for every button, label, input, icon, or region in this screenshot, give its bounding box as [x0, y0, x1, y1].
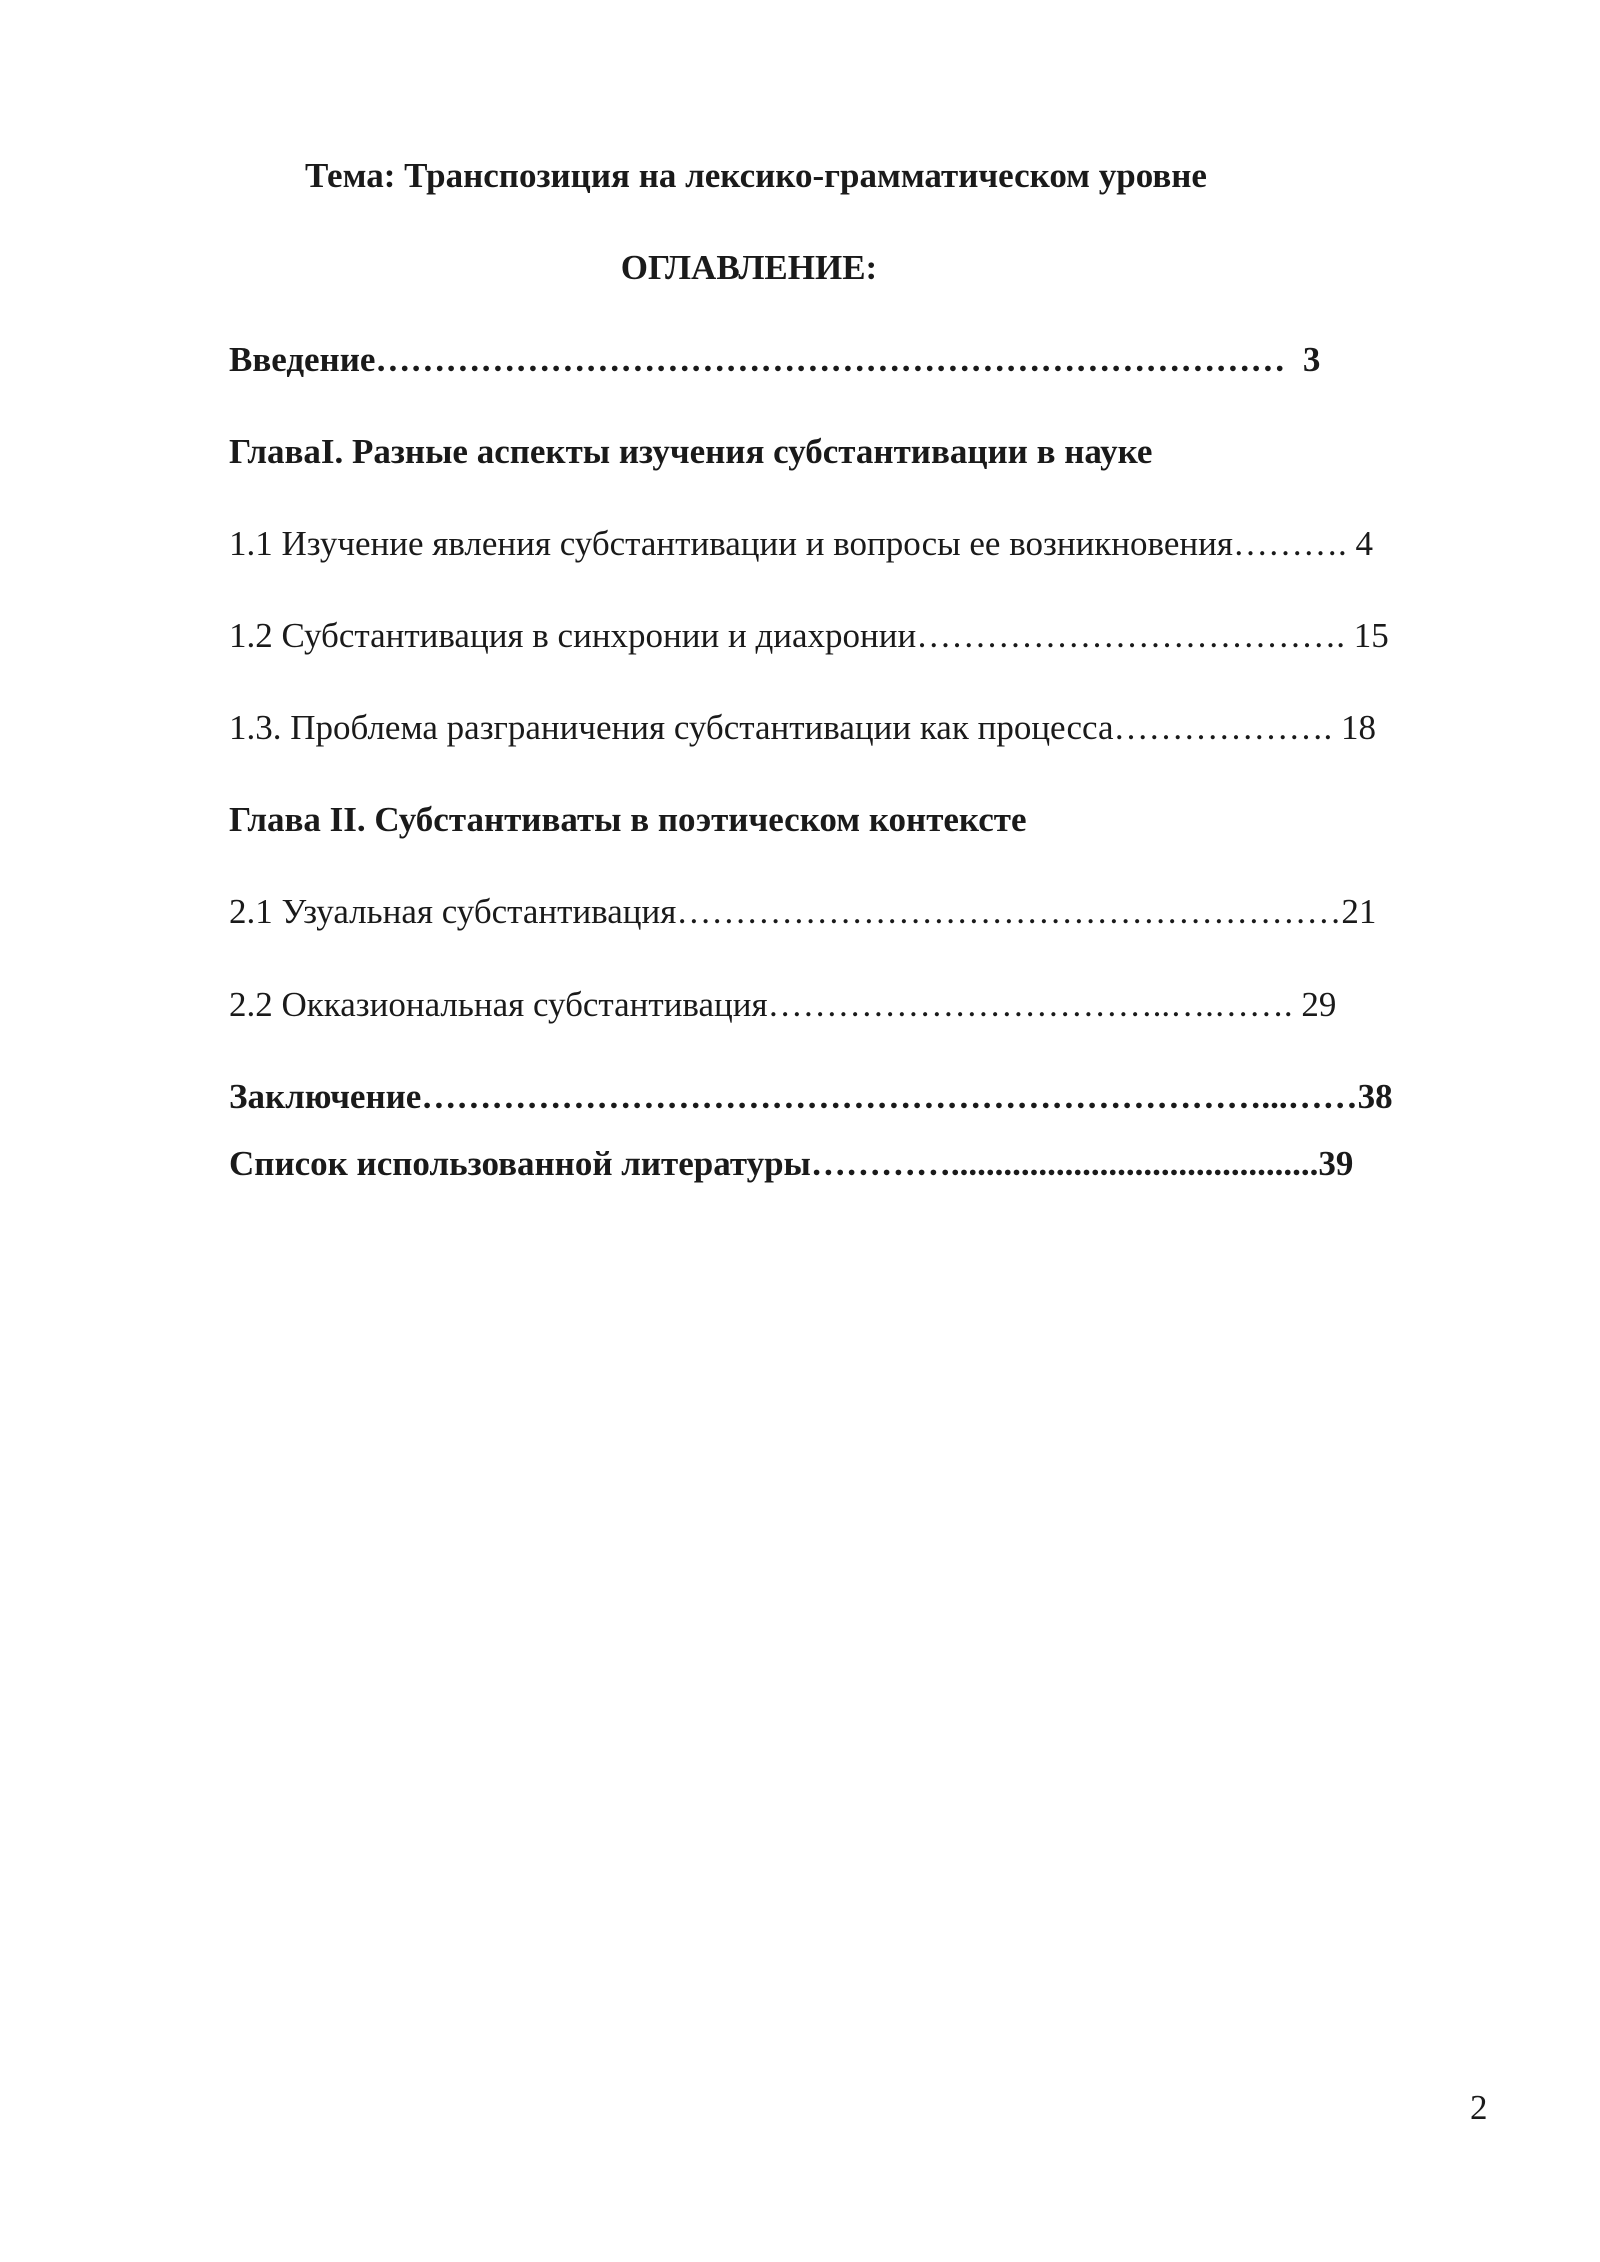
toc-entry-section-2-1: 2.1 Узуальная субстантивация…………………………………………………21 [229, 892, 1377, 931]
toc-entry-section-1-3: 1.3. Проблема разграничения субстантивации как процесса………………. 18 [229, 708, 1376, 747]
toc-entry-section-1-1: 1.1 Изучение явления субстантивации и вопросы ее возникновения………. 4 [229, 524, 1373, 563]
page-number: 2 [1470, 2088, 1488, 2127]
toc-entry-chapter-2: Глава II. Субстантиваты в поэтическом контексте [229, 800, 1027, 839]
toc-entry-section-1-2: 1.2 Субстантивация в синхронии и диахронии………………………………. 15 [229, 616, 1389, 655]
toc-entry-conclusion: Заключение………………………………………………………………...……38 [229, 1077, 1393, 1116]
toc-heading: ОГЛАВЛЕНИЕ: [620, 248, 878, 287]
toc-entry-bibliography: Список использованной литературы…………..........................................39 [229, 1144, 1354, 1183]
toc-entry-section-2-2: 2.2 Окказиональная субстантивация……………………………..….……. 29 [229, 985, 1337, 1024]
document-topic: Тема: Транспозиция на лексико-грамматическом уровне [305, 156, 1207, 195]
toc-entry-introduction: Введение…………………………………………………………………… 3 [229, 340, 1321, 379]
toc-entry-chapter-1: ГлаваI. Разные аспекты изучения субстантивации в науке [229, 432, 1153, 471]
